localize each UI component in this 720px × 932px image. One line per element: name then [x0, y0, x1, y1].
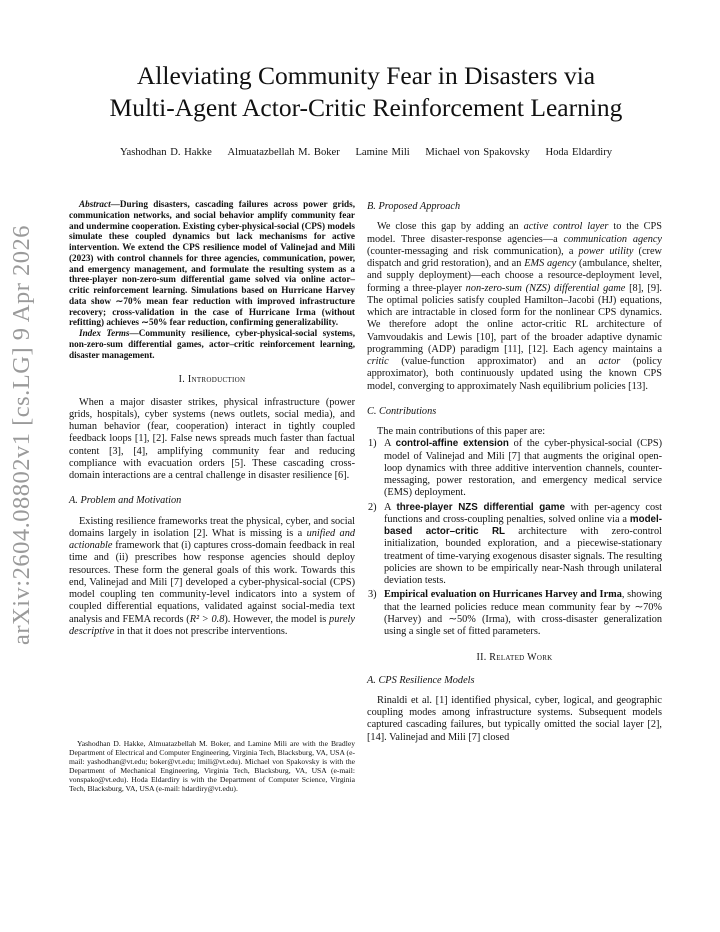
- cps-paragraph: Rinaldi et al. [1] identified physical, cyber, logical, and geographic coupling modes among infrastructure systems. Subsequent models captured cascading failures, but typically omitted the social layer [2], [14]. Valinejad and Mili [7] closed: [367, 694, 662, 743]
- emphasis: unified and actionable: [69, 527, 355, 551]
- text-run: [8], [9]. The optimal policies satisfy coupled Hamilton–Jacobi (HJ) equations, which are intractable in closed form for the nonlinear CPS dynamics. We therefore adopt the online actor-critic RL architecture of Vamvoudakis and Lewis [10], part of the broader adaptive dynamic programming (ADP) paradigm [11], [12]. Each agency maintains a: [367, 282, 663, 355]
- right-column: [367, 199, 662, 744]
- author: Michael von Spakovsky: [425, 147, 530, 158]
- text-run: (policy approximator), both continuously updated using the known CPS model, converging to approximately Nash equilibrium policies [13].: [367, 356, 662, 392]
- author: Lamine Mili: [355, 147, 410, 158]
- abstract-lead: Abstract: [79, 199, 111, 209]
- text-run: to the CPS model. Three disaster-response agencies—a: [367, 221, 663, 245]
- emphasis: non-zero-sum (NZS) differential game: [465, 282, 626, 294]
- list-item: [367, 589, 662, 638]
- bold-term: control-affine extension: [395, 438, 509, 450]
- affiliation-footnote: Yashodhan D. Hakke, Almuatazbellah M. Boker, and Lamine Mili are with the Bradley Department of Electrical and Computer Engineering, Virginia Tech, Blacksburg, VA, USA (e-mail: yashodhan@vt.edu; boker@vt.edu; lmili@vt.edu). Michael von Spakovsky is with the Department of Mechanical Engineering, Virginia Tech, Blacksburg, VA, USA (e-mail: vonspako@vt.edu). Hoda Eldardiry is with the Department of Computer Science, Virginia Tech, Blacksburg, VA, USA (e-mail: hdardiry@vt.edu).: [69, 739, 355, 794]
- paper-title: [56, 60, 676, 124]
- index-terms: [69, 328, 355, 360]
- text-run: (crew dispatch and grid restoration), and an: [367, 245, 662, 269]
- problem-paragraph: [69, 516, 355, 639]
- list-number: 3): [368, 589, 377, 601]
- bold-term: model-based actor–critic RL: [384, 513, 662, 537]
- text-run: framework that (i) captures cross-domain feedback in real time and (ii) prescribes how response agencies should deploy resources. These form the general goals of this work. Towards this end, Valinejad and Mili [7] developed a cyber-physical-social (CPS) model coupling ten community-level indicators into a system of coupled differential equations, validated against social-media text analysis and FEMA records (: [69, 540, 355, 625]
- text-run: with per-agency cost functions and cross-coupling penalties, solved online via a: [384, 501, 662, 525]
- list-number: 1): [368, 438, 377, 450]
- author: Hoda Eldardiry: [545, 147, 613, 158]
- subsection-heading-problem: A. Problem and Motivation: [69, 495, 182, 507]
- list-item: [367, 502, 662, 588]
- contributions-intro: The main contributions of this paper are:: [377, 426, 546, 437]
- text-run: A: [384, 501, 397, 513]
- text-run: (ambulance, shelter, and supply deployment)—each choose a resource-deployment level, forming a three-player: [367, 258, 662, 294]
- emphasis: communication agency: [563, 233, 662, 245]
- text-run: ). However, the model is: [224, 613, 330, 625]
- text-run: (counter-messaging and risk communication), a: [367, 245, 579, 257]
- section-heading-related-work: II. Related Work: [476, 652, 553, 664]
- section-heading-introduction: I. Introduction: [178, 374, 246, 386]
- subsection-heading-approach: B. Proposed Approach: [367, 201, 461, 212]
- bold-term: Empirical evaluation on Hurricanes Harvey and Irma: [384, 589, 622, 601]
- text-run: (value-function approximator) and an: [388, 356, 599, 367]
- emphasis: active control layer: [523, 221, 609, 233]
- index-terms-text: —Community resilience, cyber-physical-social systems, non-zero-sum differential games, actor–critic reinforcement learning, disaster management.: [69, 328, 356, 360]
- left-column: [69, 199, 355, 638]
- text-run: architecture with zero-control initialization, bounded exploration, and a piecewise-stationary treatment of time-varying exogenous disaster signals. The resulting policies are shown to be empirically near-Nash through unilateral deviation tests.: [384, 526, 662, 586]
- list-number: 2): [368, 501, 377, 513]
- text-run: of the cyber-physical-social (CPS) model of Valinejad and Mili [7] that augments the original open-loop dynamics with three additive intervention channels, counter-messaging, power restoration, and emergency medical service (EMS) deployment.: [384, 438, 663, 499]
- abstract: [69, 199, 355, 328]
- r-squared: R² > 0.8: [189, 613, 225, 625]
- intro-paragraph: When a major disaster strikes, physical infrastructure (power grids, hospitals), cyber systems (news outlets, social media), and human behavior (fear, cooperation) interact in tightly coupled feedback loops [1], [2]. False news spreads much faster than factual content [3], [4], amplifying community fear and reducing compliance with evacuation orders [5]. These cascading cross-domain interactions are a central challenge in disaster resilience [6].: [69, 396, 355, 481]
- emphasis: critic: [367, 356, 389, 367]
- title-line-2: Multi-Agent Actor-Critic Reinforcement Learning: [109, 93, 623, 122]
- subsection-heading-cps: A. CPS Resilience Models: [367, 674, 475, 686]
- abstract-text: —During disasters, cascading failures across power grids, communication networks, and social behavior amplify community fear and undermine cooperation. Existing cyber-physical-social (CPS) models simulate these coupled dynamics but lack mechanisms for active intervention. We extend the CPS resilience model of Valinejad and Mili (2023) with control channels for three agencies, communication, power, and emergency management, and formulate the resulting system as a three-player non-zero-sum differential game solved via online actor–critic reinforcement learning. Simulations based on Hurricane Harvey data show ∼70% mean fear reduction with improved infrastructure recovery; cross-validation in the case of Hurricane Irma (without refitting) achieves ∼50% fear reduction, confirming generalizability.: [69, 199, 355, 328]
- text-run: in that it does not prescribe interventions.: [114, 625, 288, 637]
- list-item: [367, 438, 662, 499]
- contributions-list: [367, 438, 662, 638]
- arxiv-id: arXiv:2604.08802v1 [cs.LG] 9 Apr 2026: [8, 225, 36, 645]
- author: Yashodhan D. Hakke: [119, 147, 212, 158]
- text-run: A: [384, 438, 396, 450]
- bold-term: three-player NZS differential game: [396, 501, 565, 513]
- text-run: , showing that the learned policies reduce mean community fear by ∼70% (Harvey) and ∼50% (Irma), with cross-disaster generalization using a single set of fitted parameters.: [384, 589, 662, 637]
- arxiv-stamp: [4, 200, 40, 670]
- title-line-1: Alleviating Community Fear in Disasters via: [136, 61, 596, 90]
- subsection-heading-contributions: C. Contributions: [367, 405, 437, 417]
- emphasis: EMS agency: [524, 258, 577, 269]
- index-terms-lead: Index Terms: [79, 328, 130, 338]
- text-run: Existing resilience frameworks treat the physical, cyber, and social domains largely in isolation [2]. What is missing is a: [69, 515, 355, 539]
- emphasis: purely descriptive: [69, 613, 355, 637]
- approach-paragraph: [367, 221, 662, 393]
- text-run: We close this gap by adding an: [377, 221, 524, 233]
- author-list: [56, 147, 676, 158]
- emphasis: power utility: [578, 245, 634, 257]
- author: Almuatazbellah M. Boker: [227, 147, 340, 158]
- emphasis: actor: [598, 356, 621, 367]
